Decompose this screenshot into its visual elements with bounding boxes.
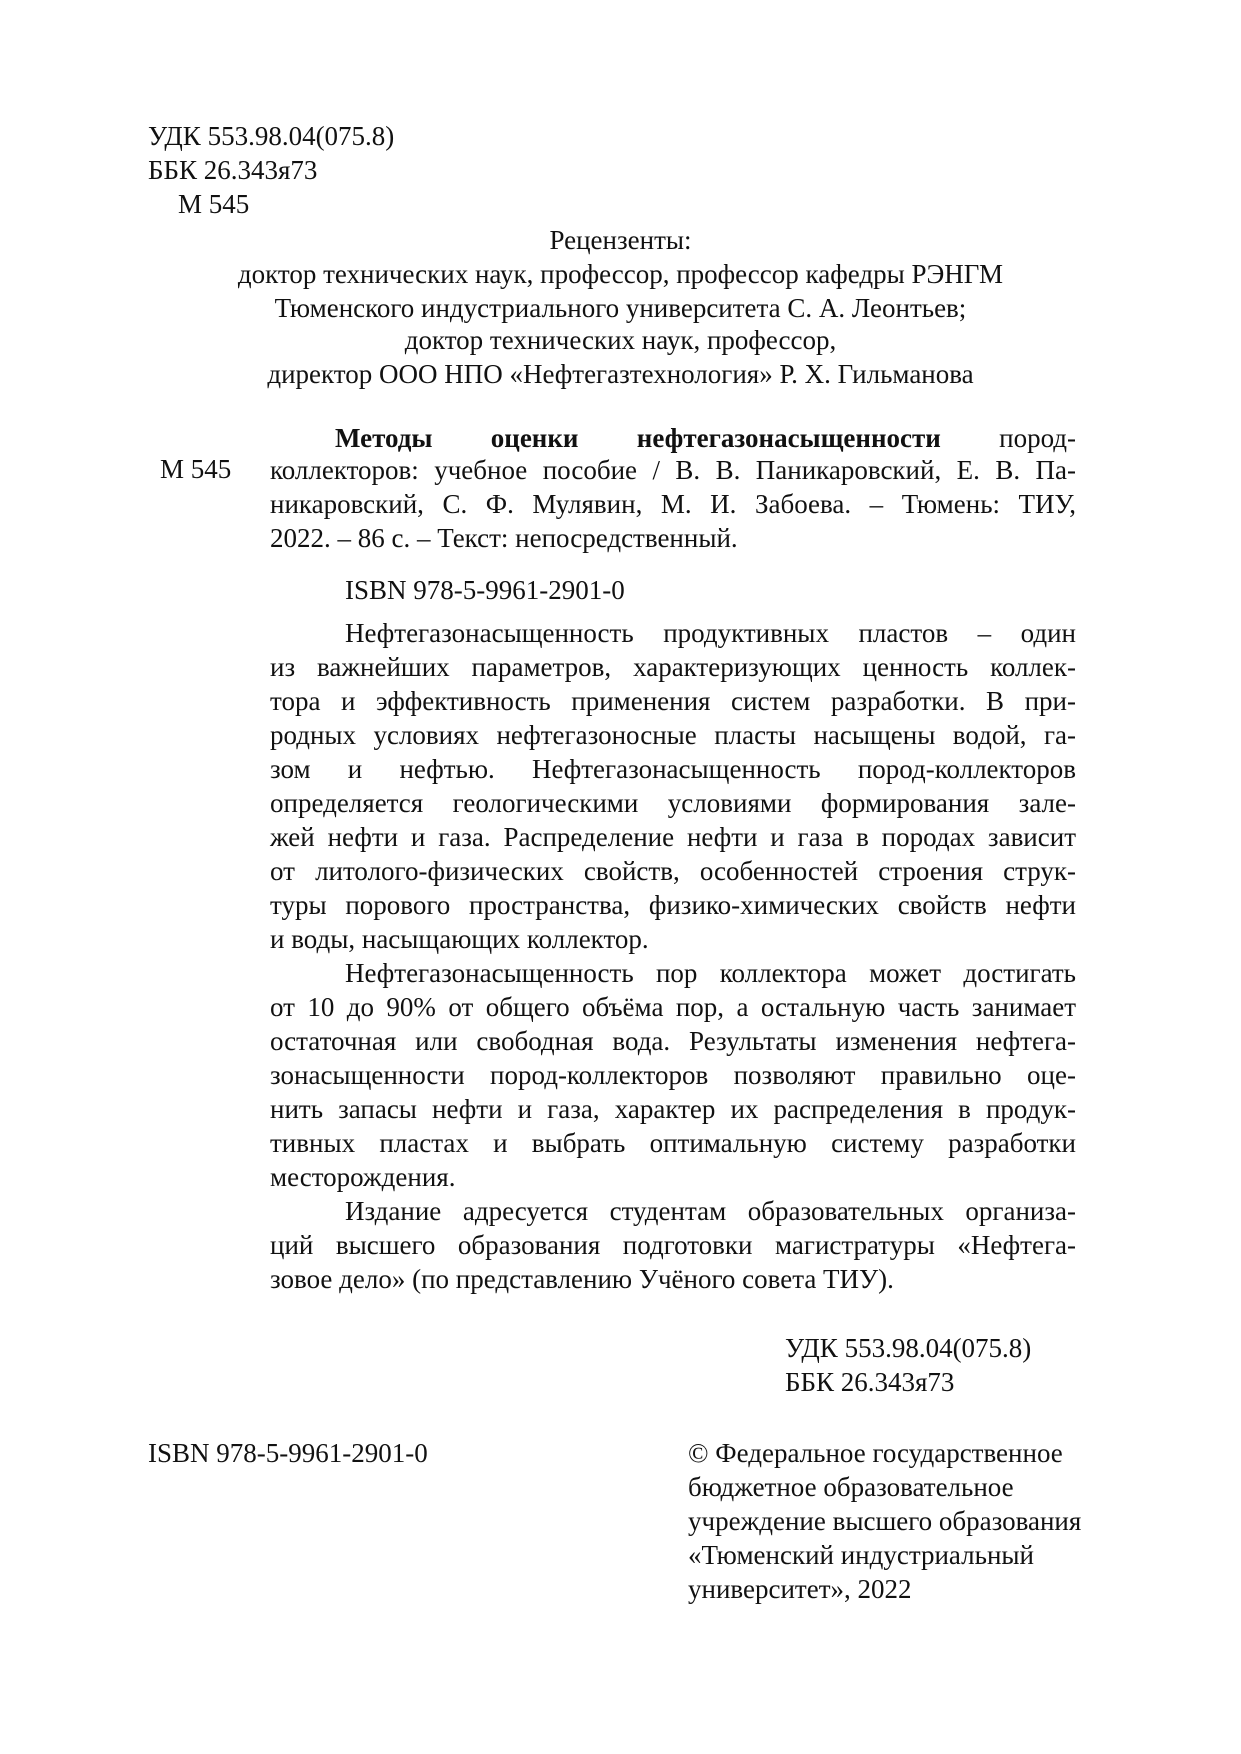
copyright-line: © Федеральное государственное [688,1438,1063,1468]
reviewer-line: доктор технических наук, профессор, [404,325,837,355]
annotation-line: от литолого-физических свойств, особенностей строения струк- [270,856,1076,886]
annotation-line: жей нефти и газа. Распределение нефти и газа в породах зависит [270,822,1076,852]
annotation-line: зонасыщенности пород-коллекторов позволяют правильно оце- [270,1060,1076,1090]
bibliographic-title-line [335,425,1076,452]
bibliographic-line: коллекторов: учебное пособие / В. В. Паникаровский, Е. В. Па- [270,455,1076,485]
annotation-line: ций высшего образования подготовки магистратуры «Нефтега- [270,1230,1076,1260]
entry-author-sign: М 545 [160,454,232,484]
bibliographic-line: 2022. – 86 с. – Текст: непосредственный. [270,523,738,553]
udk-code: УДК 553.98.04(075.8) [785,1333,1032,1363]
reviewer-line: Тюменского индустриального университета С. А. Леонтьев; [274,293,967,323]
title-word: нефтегазонасыщенности [636,423,941,453]
annotation-line: определяется геологическими условиями формирования зале- [270,788,1076,818]
annotation-line: остаточная или свободная вода. Результаты изменения нефтега- [270,1026,1076,1056]
reviewer-line: директор ООО НПО «Нефтегазтехнология» Р. Х. Гильманова [267,359,974,389]
annotation-line: туры порового пространства, физико-химических свойств нефти [270,890,1076,920]
copyright-line: учреждение высшего образования [688,1506,1082,1536]
entry-isbn: ISBN 978-5-9961-2901-0 [345,575,625,605]
annotation-line: родных условиях нефтегазоносные пласты насыщены водой, га- [270,720,1076,750]
annotation-line: Издание адресуется студентам образовательных организа- [345,1196,1076,1226]
reviewer-line: доктор технических наук, профессор, профессор кафедры РЭНГМ [237,259,1004,289]
annotation-line: месторождения. [270,1162,456,1192]
annotation-line: зом и нефтью. Нефтегазонасыщенность пород-коллекторов [270,754,1076,784]
bbk-code: ББК 26.343я73 [148,155,318,185]
copyright-line: бюджетное образовательное [688,1472,1014,1502]
annotation-line: от 10 до 90% от общего объёма пор, а остальную часть занимает [270,992,1076,1022]
isbn: ISBN 978-5-9961-2901-0 [148,1438,428,1468]
title-word: Методы [335,423,433,453]
annotation-line: Нефтегазонасыщенность пор коллектора может достигать [345,958,1076,988]
annotation-line: из важнейших параметров, характеризующих ценность коллек- [270,652,1076,682]
author-sign: М 545 [178,189,250,219]
bibliographic-line: никаровский, С. Ф. Мулявин, М. И. Забоева. – Тюмень: ТИУ, [270,489,1076,519]
annotation-line: нить запасы нефти и газа, характер их распределения в продук- [270,1094,1076,1124]
annotation-line: Нефтегазонасыщенность продуктивных пластов – один [345,618,1076,648]
annotation-line: и воды, насыщающих коллектор. [270,924,649,954]
annotation-line: зовое дело» (по представлению Учёного совета ТИУ). [270,1264,894,1294]
annotation-line: тора и эффективность применения систем разработки. В при- [270,686,1076,716]
title-tail: пород- [999,423,1077,453]
copyright-line: «Тюменский индустриальный [688,1540,1034,1570]
copyright-line: университет», 2022 [688,1574,912,1604]
reviewers-title: Рецензенты: [549,225,692,255]
udk-code: УДК 553.98.04(075.8) [148,121,395,151]
annotation-line: тивных пластах и выбрать оптимальную систему разработки [270,1128,1076,1158]
bbk-code: ББК 26.343я73 [785,1367,955,1397]
title-word: оценки [490,423,579,453]
